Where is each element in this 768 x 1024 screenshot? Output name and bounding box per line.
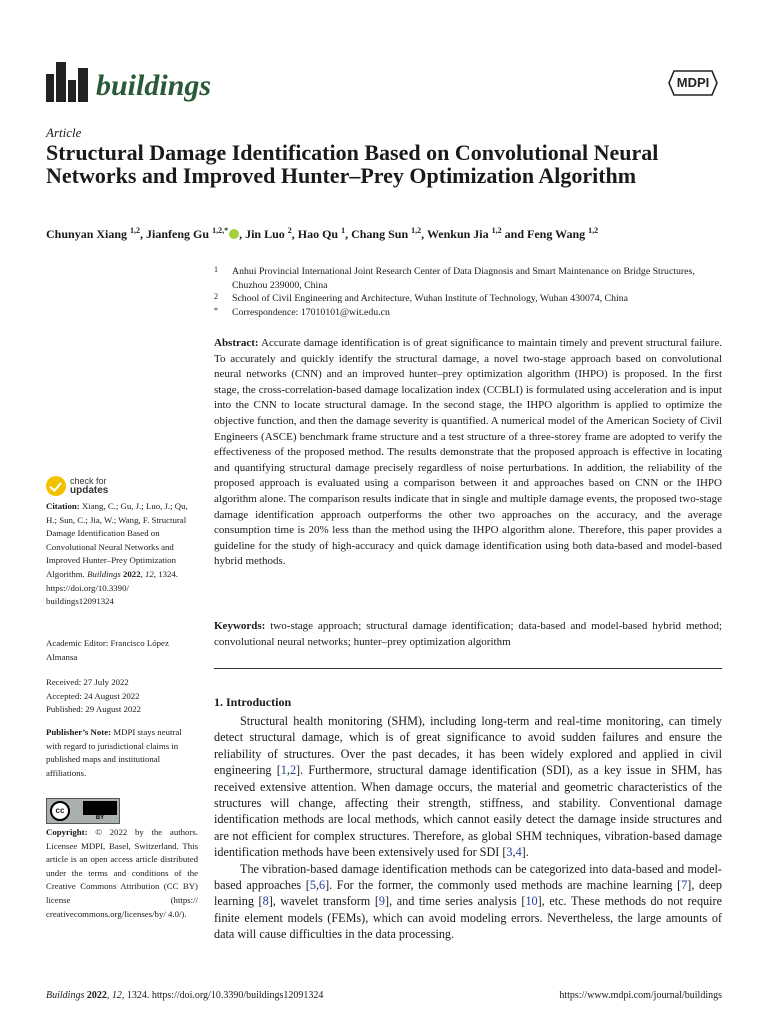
check-line1: check for [70,476,107,486]
author-name: Hao Qu [297,227,342,241]
person-icon [129,804,141,816]
keywords-text: two-stage approach; structural damage identification; data-based and model-based hybrid method; convolutional neural networks; hunter–prey optimization algorithm [214,620,722,648]
journal-logo [46,62,211,102]
citation-link[interactable]: 2 [289,763,297,778]
introduction-text [214,713,722,943]
footer-volume: 12 [111,990,122,1001]
check-icon [46,476,66,496]
divider [214,668,722,669]
author-name: Feng Wang [527,227,589,241]
article-title: Structural Damage Identification Based on Convolutional Neural Networks and Improved Hunter–Prey Optimization Algorithm [46,140,659,188]
affiliation-mark: * [214,305,218,315]
citation-link[interactable]: 5 [309,878,316,893]
cc-by-license-badge[interactable] [46,798,120,824]
footer-journal-url[interactable]: https://www.mdpi.com/journal/buildings [559,990,722,1001]
affiliation-item [214,265,724,292]
publishers-note-text: MDPI stays neutral with regard to jurisdictional claims in published maps and institutional affiliations. [46,727,182,778]
citation-rest[interactable]: , 1324. https://doi.org/10.3390/ buildings12091324 [46,568,178,607]
publishers-note [46,726,198,780]
footer-citation: Buildings 2022, 12, 1324. https://doi.org/10.3390/buildings12091324 [46,990,324,1001]
affiliation-list [214,265,724,319]
author-name: Chang Sun [351,227,412,241]
affiliation-item [214,306,724,320]
citation-link[interactable]: 1 [280,763,287,778]
author-affiliation-mark: 1,2 [588,226,599,235]
orcid-icon[interactable] [229,229,239,239]
copyright-label: Copyright: [46,827,88,837]
abstract [214,336,722,570]
journal-name: buildings [96,69,212,102]
citation-journal: Buildings [87,568,121,579]
check-for-updates-button[interactable] [46,476,108,496]
by-label: BY [95,815,105,821]
footer-year: 2022 [86,990,107,1001]
date-accepted: Accepted: 24 August 2022 [46,690,140,701]
citation-link[interactable]: 10 [525,894,538,909]
author-affiliation-mark: 2 [287,226,292,235]
keywords [214,619,722,650]
citation-link[interactable]: 6 [318,878,326,893]
check-line2: updates [70,485,109,496]
copyright-block [46,826,198,921]
mdpi-logo [668,68,718,98]
intro-paragraph: Structural health monitoring (SHM), including long-term and real-time monitoring, can timely detect structural damage, which is of great significance to avoid sudden failures and ensure the reliability of structures. Over the past decades, it has been widely explored and applied in civil engineering [1,2]. Furthermore, structural damage identification (SDI), as a key issue in SHM, has received extensive attention. When damage occurs, the material and geometric characteristics of the structures will change, affecting their strength, stiffness, and stability. Conventional damage identification methods are local methods, which cannot easily detect the damage inside structures and are not efficient for complex structures. Therefore, as global SHM techniques, vibration-based damage identification methods have been extensively used for SDI [3,4]. [214,714,722,860]
author-affiliation-mark: 1,2 [491,226,502,235]
section-heading: 1. Introduction [214,695,292,709]
article-type: Article [46,125,82,140]
abstract-text: Accurate damage identification is of great significance to maintain timely and prevent structural failure. To accurately and quickly identify the structural damage, a novel two-stage approach based on convolutional neural networks (CNN) and an improved hunter–prey optimization algorithm (IHPO) is proposed. In the first stage, the cross-correlation-based damage localization index (CCBLI) is formulated using acceleration and is input into the CNN to locate structural damage. In the second stage, the IHPO algorithm is applied to optimize the objective function, and then the damage severity is quantified. A numerical model of the American Society of Civil Engineers (ASCE) benchmark frame structure and a test structure of a three-storey frame are adopted to verify the effectiveness of the proposed method. The results demonstrate that the proposed approach is effective in locating and quantifying structural damage precisely regardless of noise perturbations. In addition, the reliability of the proposed approach is evaluated using a comparison between it and approaches based on CNN or the IHPO algorithm alone. The comparison results indicate that in single and multiple damage events, the proposed two-stage damage identification approach outperforms the other two approaches on the accuracy, and the average consumption time is 20% less than the method using the IHPO algorithm alone. Therefore, this paper provides a guideline for the study of high-accuracy and quick damage identification using both data-based and model-based hybrid methods. [214,337,722,568]
affiliation-text: Anhui Provincial International Joint Research Center of Data Diagnosis and Smart Maintenance on Bridge Structures, Chuzhou 239000, China [232,266,695,291]
author-name: Jin Luo [245,227,288,241]
copyright-text: © 2022 by the authors. Licensee MDPI, Basel, Switzerland. This article is an open access article distributed under the terms and conditions of the Creative Commons Attribution (CC BY) license (https:// creativecommons.org/licenses/by/ 4.0/). [46,827,199,919]
affiliation-mark: 1 [214,265,218,274]
citation-year: 2022 [123,568,141,579]
author-name: Chunyan Xiang [46,227,131,241]
citation-link[interactable]: 3 [506,845,513,860]
keywords-label: Keywords: [214,620,266,632]
affiliation-mark: 2 [214,292,218,302]
affiliation-text: Correspondence: 17010101@wit.edu.cn [232,306,390,318]
author-name: Wenkun Jia [426,227,492,241]
citation-link[interactable]: 9 [378,894,386,909]
citation-authors: Xiang, C.; Gu, J.; Luo, J.; Qu, H.; Sun, C.; Jia, W.; Wang, F. Structural Damage Identification Based on Convolutional Neural Networks and Improved Hunter–Prey Optimization Algorithm. [46,501,188,579]
buildings-logo-icon [46,62,90,102]
author-affiliation-mark: 1,2 [411,226,422,235]
intro-paragraph: The vibration-based damage identification methods can be categorized into data-based and model-based approaches [5,6]. For the former, the commonly used methods are machine learning [7], deep learning [8], wavelet transform [9], and time series analysis [10], etc. These methods do not require finite element models (FEMs), which can avoid modeling errors. Nevertheless, the large amounts of data will cause difficulties in the data processing. [214,861,723,942]
author-affiliation-mark: 1 [341,226,346,235]
footer-journal: Buildings [46,990,85,1001]
author-list: Chunyan Xiang $^{1,2}$, Jianfeng Gu $^{1,2,*}$ , Jin Luo $^2$, Hao Qu $^1$, Chang Sun $^{1,2}$, Wenkun Jia $^{1,2}$ and Feng Wang $^{1,2}$ [46,226,599,241]
citation-block: Citation: Xiang, C.; Gu, J.; Luo, J.; Qu, H.; Sun, C.; Jia, W.; Wang, F. Structural Damage Identification Based on Convolutional Neural Networks and Improved Hunter–Prey Optimization Algorithm. Buildings 2022, 12, 1324. https://doi.org/10.3390/ buildings12091324 [46,501,188,607]
author-affiliation-mark: 1,2,* [212,226,229,235]
citation-volume: 12 [145,568,154,579]
citation-link[interactable]: 4 [515,845,522,860]
date-received: Received: 27 July 2022 [46,677,129,687]
dates-block [46,676,198,717]
publishers-note-label: Publisher’s Note: [46,727,112,737]
affiliation-item [214,292,724,306]
abstract-label: Abstract: [214,337,259,349]
citation-link[interactable]: 7 [681,878,688,893]
cc-icon: cc [50,801,70,821]
citation-link[interactable]: 8 [262,894,269,909]
author-affiliation-mark: 1,2 [130,226,141,235]
publisher-name: MDPI [676,75,710,90]
author-name: Jianfeng Gu [146,227,213,241]
date-published: Published: 29 August 2022 [46,704,142,715]
academic-editor: Academic Editor: Francisco López Almansa [46,638,169,662]
citation-label: Citation: [46,501,80,511]
footer-doi[interactable]: , 1324. https://doi.org/10.3390/buildings12091324 [121,990,324,1001]
affiliation-text: School of Civil Engineering and Architecture, Wuhan Institute of Technology, Wuhan 430074, China [232,293,628,305]
